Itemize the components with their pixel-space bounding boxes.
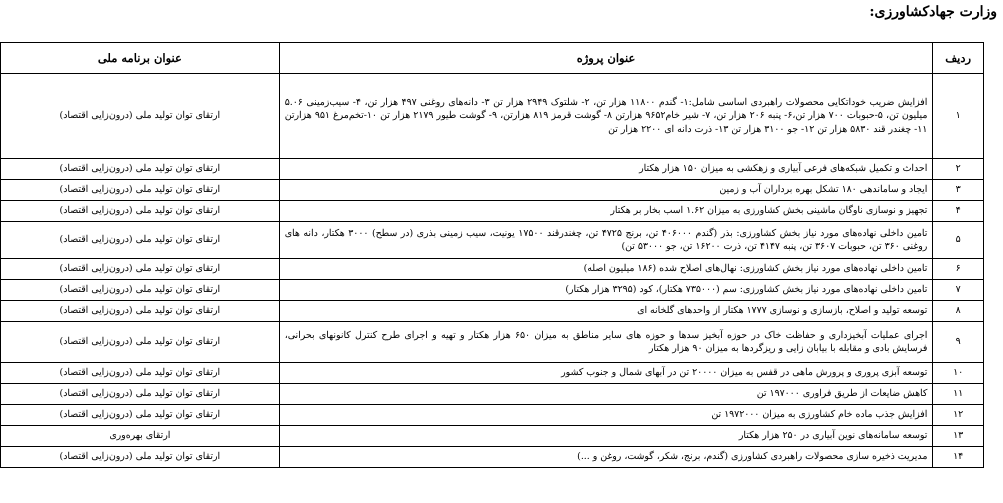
- table-row: [1, 222, 984, 259]
- program-title: ارتقای توان تولید ملی (درون‌زایی اقتصاد): [1, 159, 280, 180]
- header-national-program: عنوان برنامه ملی: [1, 43, 280, 74]
- program-title: ارتقای توان تولید ملی (درون‌زایی اقتصاد): [1, 447, 280, 468]
- table-row: [1, 301, 984, 322]
- program-title: ارتقای توان تولید ملی (درون‌زایی اقتصاد): [1, 405, 280, 426]
- header-row-number: ردیف: [933, 43, 984, 74]
- header-project-title: عنوان پروژه: [279, 43, 933, 74]
- project-title: تامین داخلی نهاده‌های مورد نیاز بخش کشاورزی: بذر (گندم ۴۰۶۰۰۰ تن، برنج ۴۷۲۵ تن، چغندرقند ۱۷۵۰۰ یونیت، سیب زمینی بذری (در سطح) ۳۰۰۰ هکتار، دانه های روغنی ۳۶۰ تن، حبوبات ۳۶۰۷ تن، پنبه ۴۱۴۷ تن، ذرت ۱۶۲۰۰ تن، جو ۵۳۰۰۰ تن): [279, 222, 933, 259]
- program-title: ارتقای توان تولید ملی (درون‌زایی اقتصاد): [1, 363, 280, 384]
- row-number: ۶: [933, 259, 984, 280]
- project-title: مدیریت ذخیره سازی محصولات راهبردی کشاورزی (گندم، برنج، شکر، گوشت، روغن و ...): [279, 447, 933, 468]
- row-number: ۷: [933, 280, 984, 301]
- table-row: [1, 201, 984, 222]
- table-row: [1, 405, 984, 426]
- program-title: ارتقای توان تولید ملی (درون‌زایی اقتصاد): [1, 74, 280, 159]
- row-number: ۱: [933, 74, 984, 159]
- project-title: توسعه تولید و اصلاح، بازسازی و نوسازی ۱۷۷۷ هکتار از واحدهای گلخانه ای: [279, 301, 933, 322]
- project-title: تامین داخلی نهاده‌های مورد نیاز بخش کشاورزی: سم (۷۳۵۰۰۰ هکتار)، کود (۳۲۹۵ هزار هکتار): [279, 280, 933, 301]
- row-number: ۴: [933, 201, 984, 222]
- project-title: کاهش ضایعات از طریق فراوری ۱۹۷۰۰۰ تن: [279, 384, 933, 405]
- program-title: ارتقای توان تولید ملی (درون‌زایی اقتصاد): [1, 222, 280, 259]
- row-number: ۱۴: [933, 447, 984, 468]
- row-number: ۱۲: [933, 405, 984, 426]
- project-title: توسعه آبزی پروری و پرورش ماهی در قفس به میزان ۲۰۰۰۰ تن در آبهای شمال و جنوب کشور: [279, 363, 933, 384]
- project-title: تجهیز و نوسازی ناوگان ماشینی بخش کشاورزی به میزان ۱.۶۲ اسب بخار بر هکتار: [279, 201, 933, 222]
- program-title: ارتقای توان تولید ملی (درون‌زایی اقتصاد): [1, 384, 280, 405]
- table-header: [1, 43, 984, 74]
- row-number: ۳: [933, 180, 984, 201]
- program-title: ارتقای توان تولید ملی (درون‌زایی اقتصاد): [1, 259, 280, 280]
- table-row: [1, 259, 984, 280]
- table-row: [1, 159, 984, 180]
- row-number: ۹: [933, 322, 984, 363]
- program-title: ارتقای توان تولید ملی (درون‌زایی اقتصاد): [1, 322, 280, 363]
- table-row: [1, 74, 984, 159]
- program-title: ارتقای توان تولید ملی (درون‌زایی اقتصاد): [1, 280, 280, 301]
- table-body: [1, 74, 984, 468]
- row-number: ۸: [933, 301, 984, 322]
- table-row: [1, 363, 984, 384]
- project-title: توسعه سامانه‌های نوین آبیاری در ۲۵۰ هزار هکتار: [279, 426, 933, 447]
- row-number: ۱۰: [933, 363, 984, 384]
- program-title: ارتقای توان تولید ملی (درون‌زایی اقتصاد): [1, 180, 280, 201]
- program-title: ارتقای توان تولید ملی (درون‌زایی اقتصاد): [1, 201, 280, 222]
- header-row: [1, 43, 984, 74]
- table-row: [1, 322, 984, 363]
- table-row: [1, 384, 984, 405]
- table-row: [1, 426, 984, 447]
- row-number: ۵: [933, 222, 984, 259]
- project-title: افزایش جذب ماده خام کشاورزی به میزان ۱۹۷۲۰۰۰ تن: [279, 405, 933, 426]
- program-title: ارتقای توان تولید ملی (درون‌زایی اقتصاد): [1, 301, 280, 322]
- projects-table: [0, 42, 984, 468]
- project-title: تامین داخلی نهاده‌های مورد نیاز بخش کشاورزی: نهال‌های اصلاح شده (۱۸۶ میلیون اصله): [279, 259, 933, 280]
- table-row: [1, 180, 984, 201]
- row-number: ۱۳: [933, 426, 984, 447]
- project-title: اجرای عملیات آبخیزداری و حفاظت خاک در حوزه آبخیز سدها و حوزه های سایر مناطق به میزان ۶۵۰ هزار هکتار و تهیه و اجرای طرح کنترل کانونهای بحرانی، فرسایش بادی و مقابله با بیابان زایی و ریزگردها به میزان ۹۰ هزار هکتار: [279, 322, 933, 363]
- row-number: ۱۱: [933, 384, 984, 405]
- project-title: احداث و تکمیل شبکه‌های فرعی آبیاری و زهکشی به میزان ۱۵۰ هزار هکتار: [279, 159, 933, 180]
- table-row: [1, 447, 984, 468]
- project-title: افزایش ضریب خوداتکایی محصولات راهبردی اساسی شامل:۱- گندم ۱۱۸۰۰ هزار تن، ۲- شلتوک ۲۹۴۹ هزار تن ۳- دانه‌های روغنی ۴۹۷ هزار تن، ۴- سیب‌زمینی ۵.۰۶ میلیون تن، ۵-حبوبات ۷۰۰ هزار تن،۶- پنبه ۲۰۶ هزار تن، ۷- شیر خام۹۶۵۲ هزارتن ۸- گوشت قرمز ۸۱۹ هزارتن، ۹- گوشت طیور ۲۱۷۹ هزار تن ۱۰-تخم‌مرغ ۹۵۱ هزارتن ۱۱- چغندر قند ۵۸۳۰ هزار تن ۱۲- جو ۳۱۰۰ هزار تن ۱۳- ذرت دانه ای ۲۲۰۰ هزار تن: [279, 74, 933, 159]
- program-title: ارتقای بهره‌وری: [1, 426, 280, 447]
- project-title: ایجاد و ساماندهی ۱۸۰ تشکل بهره برداران آب و زمین: [279, 180, 933, 201]
- table-row: [1, 280, 984, 301]
- page-heading: وزارت جهادکشاورزی:: [869, 4, 997, 20]
- row-number: ۲: [933, 159, 984, 180]
